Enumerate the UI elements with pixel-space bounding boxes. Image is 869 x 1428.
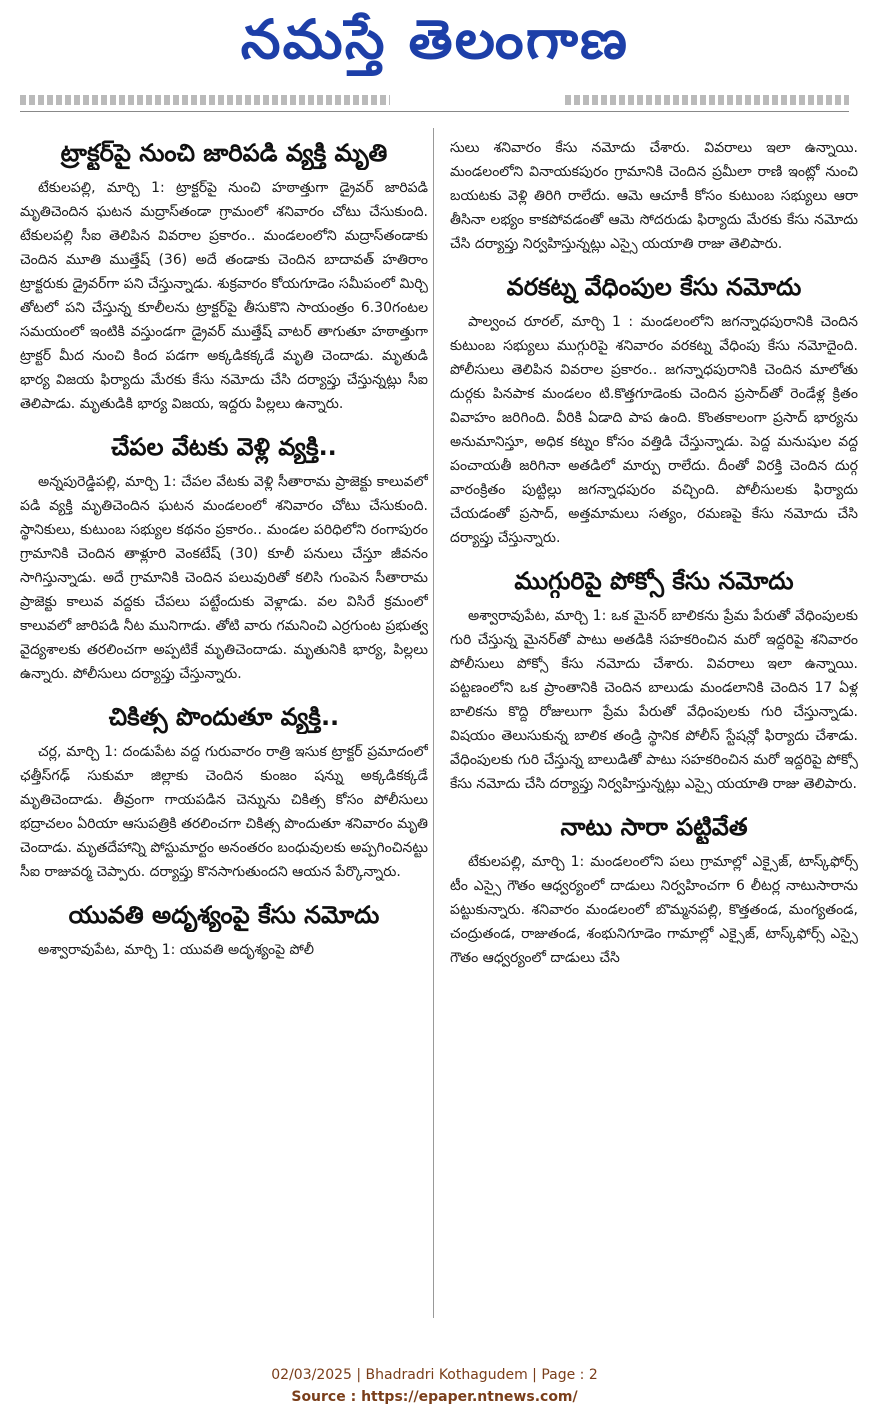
masthead	[0, 0, 869, 92]
dateline-strip	[20, 95, 849, 112]
article-headline: వరకట్న వేధింపుల కేసు నమోదు	[506, 273, 802, 301]
article	[20, 136, 428, 416]
footer-dateline: 02/03/2025 | Bhadradri Kothagudem | Page : 2	[271, 1367, 598, 1383]
article-headline: యువతి అదృశ్యంపై కేసు నమోదు	[68, 901, 380, 929]
column-divider	[433, 128, 434, 1318]
newspaper-logo: నమస్తే తెలంగాణ	[240, 7, 629, 71]
article	[450, 810, 858, 970]
article	[450, 564, 858, 796]
article-body: చర్ల, మార్చి 1: దండుపేట వద్ద గురువారం రాత్రి ఇసుక ట్రాక్టర్ ప్రమాదంలో ఛత్తీస్‌గఢ్ సుకుమా జిల్లాకు చెందిన కుంజం షన్ను అక్కడికక్కడే మృతిచెందాడు. తీవ్రంగా గాయపడిన చెన్నును చికిత్స కోసం పోలీసులు భద్రాచలం ఏరియా ఆసుపత్రికి తరలించగా చికిత్స పొందుతూ శనివారం మృతి చెందాడు. మృతదేహాన్ని పోస్టుమార్టం అనంతరం బంధువులకు అప్పగించినట్టు సీఐ రాజువర్మ చెప్పారు. దర్యాప్తు కొనసాగుతుందని ఆయన పేర్కొన్నారు.	[20, 744, 428, 880]
article	[20, 700, 428, 884]
article-headline: చికిత్స పొందుతూ వ్యక్తి..	[108, 703, 340, 731]
left-column	[20, 136, 428, 1316]
page-footer	[0, 1364, 869, 1408]
footer-source-link[interactable]: Source : https://epaper.ntnews.com/	[291, 1389, 578, 1405]
article	[20, 898, 428, 962]
article-headline: ట్రాక్టర్‌పై నుంచి జారిపడి వ్యక్తి మృతి	[60, 139, 388, 167]
article-body: అశ్వారావుపేట, మార్చి 1: ఒక మైనర్ బాలికను ప్రేమ పేరుతో వేధింపులకు గురి చేస్తున్న మైనర్‌తో పాటు అతడికి సహకరించిన మరో ఇద్దరిపై శనివారం పోలీసులు పోక్సో కేసు నమోదు చేశారు. వివరాలు ఇలా ఉన్నాయి. పట్టణంలోని ఒక ప్రాంతానికి చెందిన బాలుడు మండలానికి చెందిన 17 ఏళ్ల బాలికను కొద్ది రోజులుగా ప్రేమ పేరుతో వేధింపులకు గురి చేస్తున్నాడు. విషయం తెలుసుకున్న బాలిక తండ్రి స్థానిక పోలీస్ స్టేషన్లో ఫిర్యాదు చేశాడు. వేధింపులకు గురి చేస్తున్న బాలుడితో పాటు సహకరించిన మరో ఇద్దరిపై పోక్సో కేసు నమోదు చేసి దర్యాప్తు నిర్వహిస్తున్నట్లు ఎస్సై యయాతి రాజు తెలిపారు.	[450, 608, 858, 792]
article-body: టేకులపల్లి, మార్చి 1: ట్రాక్టర్‌పై నుంచి హఠాత్తుగా డ్రైవర్ జారిపడి మృతిచెందిన ఘటన మద్రాస్‌తండా గ్రామంలో శనివారం చోటు చేసుకుంది. టేకులపల్లి సీఐ తెలిపిన వివరాల ప్రకారం.. మండలంలోని మద్రాస్‌తండాకు చెందిన మూతి ముత్తేష్ (36) అదే తండాకు చెందిన బాదావత్ హతిరాం ట్రాక్టరుకు డ్రైవర్‌గా పని చేస్తున్నాడు. శుక్రవారం కోయగూడెం సమీపంలో మిర్చి తోటలో పని చేస్తున్న కూలీలను ట్రాక్టర్‌పై తీసుకొని సాయంత్రం 6.30గంటల సమయంలో ఇంటికి వస్తుండగా డ్రైవర్ ముత్తేష్ వాటర్ తాగుతూ హఠాత్తుగా ట్రాక్టర్ మీద నుంచి కింద పడగా అక్కడికక్కడే మృతి చెందాడు. మృతుడి భార్య విజయ ఫిర్యాదు మేరకు కేసు నమోదు చేసి దర్యాప్తు చేస్తున్నట్లు సీఐ తెలిపాడు. మృతుడికి భార్య విజయ, ఇద్దరు పిల్లలు ఉన్నారు.	[20, 180, 428, 412]
right-column	[450, 136, 858, 1316]
article-headline: ముగ్గురిపై పోక్సో కేసు నమోదు	[514, 567, 794, 595]
article	[20, 430, 428, 686]
article-body: టేకులపల్లి, మార్చి 1: మండలంలోని పలు గ్రామాల్లో ఎక్సైజ్, టాస్క్‌ఫోర్స్ టీం ఎస్సై గౌతం ఆధ్వర్యంలో దాడులు నిర్వహించగా 6 లీటర్ల నాటుసారాను పట్టుకున్నారు. శనివారం మండలంలో బొమ్మనపల్లి, కొత్తతండ, మంగ్యతండ, చంద్రుతండ, రాజుతండ, శంభునిగూడెం గామాల్లో ఎక్సైజ్, టాస్క్‌ఫోర్స్ ఎస్సై గౌతం ఆధ్వర్యంలో దాడులు చేసి	[450, 854, 858, 966]
article-headline: నాటు సారా పట్టివేత	[560, 813, 748, 841]
article-body: అశ్వారావుపేట, మార్చి 1: యువతి అదృశ్యంపై పోలీ	[38, 942, 315, 958]
article-headline: చేపల వేటకు వెళ్లి వ్యక్తి..	[111, 433, 337, 461]
article	[450, 270, 858, 550]
article-continuation	[450, 136, 858, 256]
article-body: సులు శనివారం కేసు నమోదు చేశారు. వివరాలు ఇలా ఉన్నాయి. మండలంలోని వినాయకపురం గ్రామానికి చెందిన ప్రమీలా రాణి ఇంట్లో నుంచి బయటకు వెళ్లి తిరిగి రాలేదు. ఆమె ఆచూకీ కోసం కుటుంబ సభ్యులు ఆరా తీసినా లభ్యం కాకపోవడంతో ఆమె సోదరుడు ఫిర్యాదు మేరకు కేసు నమోదు చేసి దర్యాప్తు నిర్వహిస్తున్నట్లు ఎస్సై యయాతి రాజు తెలిపారు.	[450, 140, 858, 252]
article-body: పాల్వంచ రూరల్, మార్చి 1 : మండలంలోని జగన్నాధపురానికి చెందిన కుటుంబ సభ్యులు ముగ్గురిపై శనివారం వరకట్న వేధింపు కేసు నమోదైంది. పోలీసులు తెలిపిన వివరాల ప్రకారం.. జగన్నాధపురానికి చెందిన మాలోతు దుర్గకు పినపాక మండలం టి.కొత్తగూడెంకు చెందిన ప్రసాద్‌తో రెండేళ్ల క్రితం వివాహం జరిగింది. వీరికి ఏడాది పాప ఉంది. కొంతకాలంగా ప్రసాద్ భార్యను అనుమానిస్తూ, అధిక కట్నం కోసం వత్తిడి చేస్తున్నాడు. పెద్ద మనుషుల వద్ద పంచాయతీ జరిగినా అతడిలో మార్పు రాలేదు. దీంతో విరక్తి చెందిన దుర్గ వారంక్రితం పుట్టిల్లు జగన్నాధపురం వచ్చింది. పోలీసులకు ఫిర్యాదు చేయడంతో ప్రసాద్, అత్తమామలు సత్యం, రమణపై కేసు నమోదు చేసి దర్యాప్తు చేస్తున్నారు.	[450, 314, 858, 546]
article-body: అన్నపురెడ్డిపల్లి, మార్చి 1: చేపల వేటకు వెళ్లి సీతారామ ప్రాజెక్టు కాలువలో పడి వ్యక్తి మృతిచెందిన ఘటన మండలంలో శనివారం చోటు చేసుకుంది. స్థానికులు, కుటుంబ సభ్యుల కథనం ప్రకారం.. మండల పరిధిలోని రంగాపురం గ్రామానికి చెందిన తాళ్లూరి వెంకటేష్ (30) కూలీ పనులు చేస్తూ జీవనం సాగిస్తున్నాడు. అదే గ్రామానికి చెందిన పలువురితో కలిసి గుంపెన సీతారామ ప్రాజెక్టు కాలువ వద్దకు చేపలు పట్టేందుకు వెళ్లాడు. వల విసిరే క్రమంలో కాలువలో జారిపడి నీట మునిగాడు. తోటి వారు గమనించి ఎర్రగుంట ప్రభుత్వ వైద్యశాలకు తరలించగా అప్పటికే మృతిచెందాడు. మృతునికి భార్య, పిల్లలు ఉన్నారు. పోలీసులు దర్యాప్తు చేస్తున్నారు.	[20, 474, 428, 682]
